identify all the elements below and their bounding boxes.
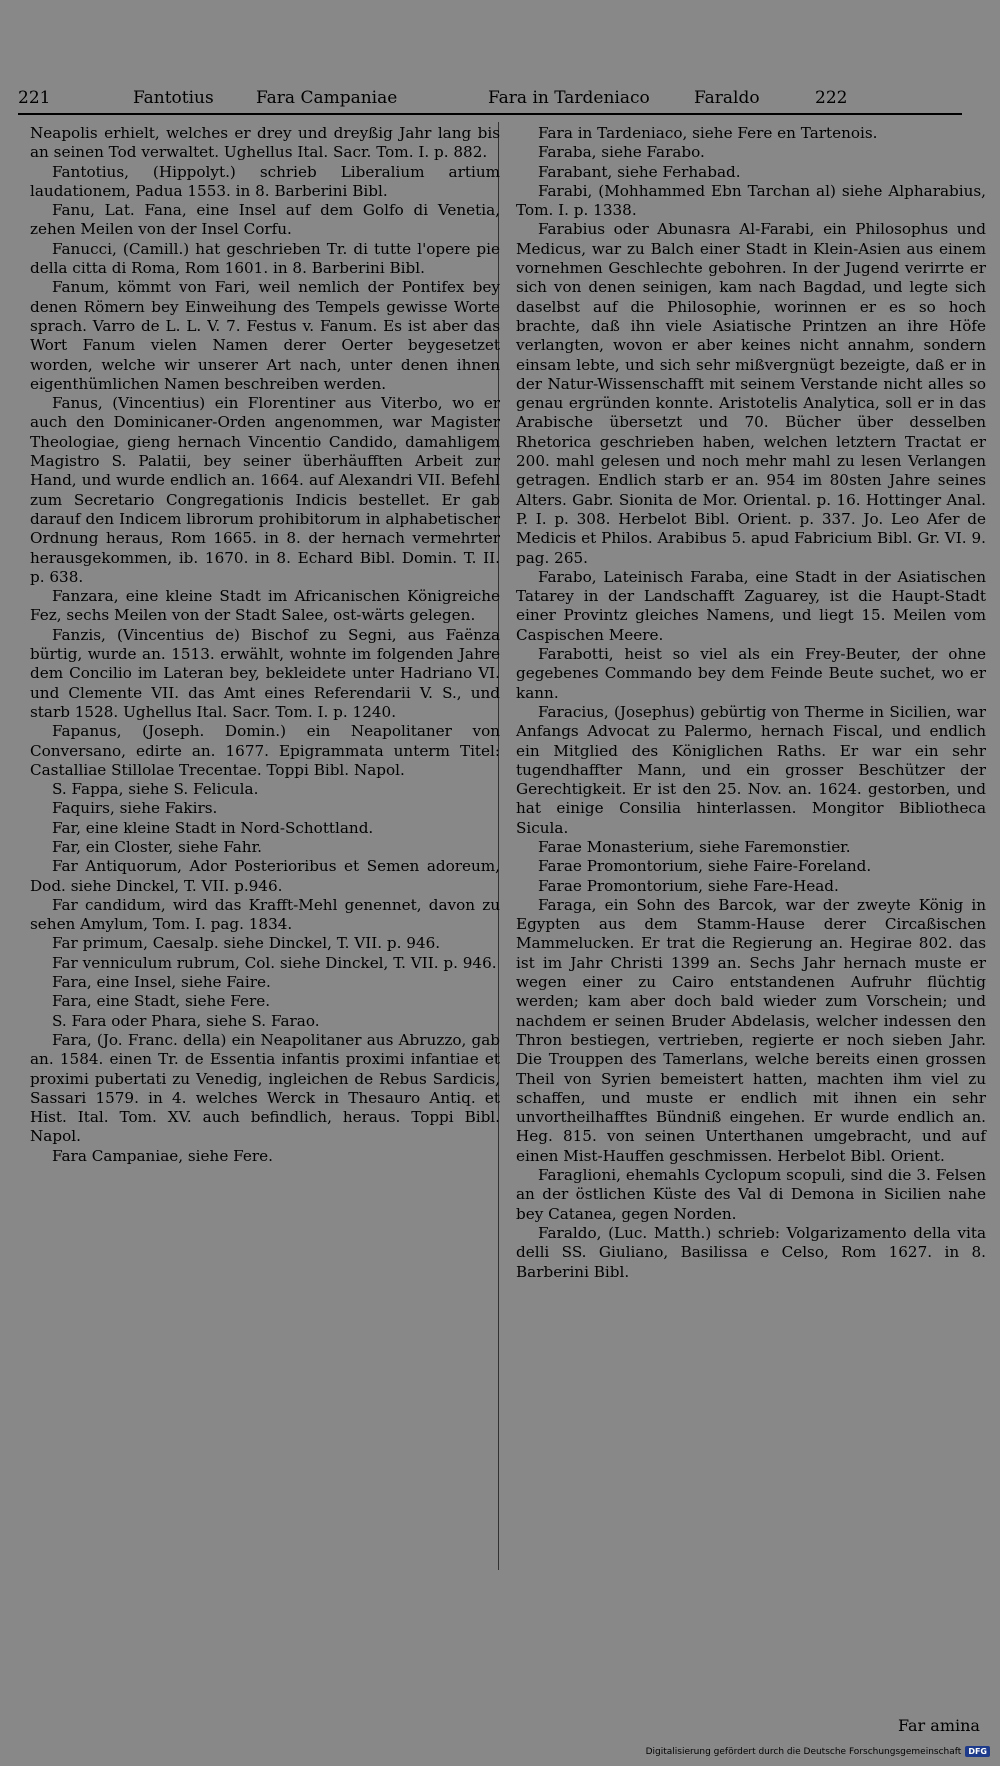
header-right-entry-2: Faraldo	[694, 88, 760, 108]
entry: Farabi, (Mohhammed Ebn Tarchan al) siehe Alpharabius, Tom. I. p. 1338.	[516, 181, 986, 220]
entry: Fapanus, (Joseph. Domin.) ein Neapolitaner von Conversano, edirte an. 1677. Epigrammata unterm Titel: Castalliae Stillolae Trecentae. Toppi Bibl. Napol.	[30, 722, 500, 779]
page-number-left: 221	[18, 88, 51, 108]
entry: Neapolis erhielt, welches er drey und dreyßig Jahr lang bis an seinen Tod verwaltet. Ughellus Ital. Sacr. Tom. I. p. 882.	[30, 124, 500, 162]
entry: Far candidum, wird das Krafft-Mehl genennet, davon zu sehen Amylum, Tom. I. pag. 1834.	[30, 895, 500, 934]
entry: Farae Monasterium, siehe Faremonstier.	[538, 837, 851, 856]
footer-text: Digitalisierung gefördert durch die Deutsche Forschungsgemeinschaft	[645, 1746, 962, 1757]
entry: Faraglioni, ehemahls Cyclopum scopuli, sind die 3. Felsen an der östlichen Küste des Val di Demona in Sicilien nahe bey Catanea, gegen Norden.	[516, 1166, 986, 1223]
entry: Farabotti, heist so viel als ein Frey-Beuter, der ohne gegebenes Commando bey dem Feinde Beute suchet, wo er kann.	[516, 645, 986, 702]
entry: Fanzis, (Vincentius de) Bischof zu Segni, aus Faënza bürtig, wurde an. 1513. erwählt, wohnte im folgenden Jahre dem Concilio im Lateran bey, bekleidete unter Hadriano VI. und Clemente VII. das Amt eines Referendarii V. S., und starb 1528. Ughellus Ital. Sacr. Tom. I. p. 1240.	[30, 625, 500, 721]
header-left-entry-1: Fantotius	[133, 88, 214, 108]
right-column	[516, 124, 986, 1282]
entry: Faraldo, (Luc. Matth.) schrieb: Volgarizamento della vita delli SS. Giuliano, Basilissa e Celso, Rom 1627. in 8. Barberini Bibl.	[516, 1223, 986, 1281]
entry: Fanus, (Vincentius) ein Florentiner aus Viterbo, wo er auch den Dominicaner-Orden angenommen, war Magister Theologiae, gieng hernach Vincentio Candido, damahligem Magistro S. Palatii, bey seiner überhäufften Arbeit zur Hand, und wurde endlich an. 1664. auf Alexandri VII. Befehl zum Secretario Congregationis Indicis bestellet. Er gab darauf den Indicem librorum prohibitorum in alphabetischer Ordnung heraus, Rom 1665. in 8. der hernach vermehrter herausgekommen, ib. 1670. in 8. Echard Bibl. Domin. T. II. p. 638.	[30, 394, 500, 586]
entry: Farabo, Lateinisch Faraba, eine Stadt in der Asiatischen Tatarey in der Landschafft Zaguarey, ist die Haupt-Stadt einer Provintz gleiches Namens, und liegt 15. Meilen vom Caspischen Meere.	[516, 567, 986, 644]
left-column	[30, 124, 500, 1166]
header-left-entry-2: Fara Campaniae	[256, 88, 398, 108]
entry: Fantotius, (Hippolyt.) schrieb Liberalium artium laudationem, Padua 1553. in 8. Barberini Bibl.	[30, 162, 500, 200]
entry: Faquirs, siehe Fakirs.	[52, 799, 218, 818]
dfg-logo-icon: DFG	[965, 1746, 990, 1757]
entry: Far, ein Closter, siehe Fahr.	[52, 837, 263, 856]
entry: Far Antiquorum, Ador Posterioribus et Semen adoreum, Dod. siehe Dinckel, T. VII. p.946.	[30, 857, 500, 895]
catchword: Far amina	[898, 1716, 980, 1735]
entry: S. Fara oder Phara, siehe S. Farao.	[52, 1011, 320, 1030]
entry: Faraga, ein Sohn des Barcok, war der zweyte König in Egypten aus dem Stamm-Hause derer Circaßischen Mammelucken. Er trat die Regierung an. Hegirae 802. das ist im Jahr Christi 1399 an. Sechs Jahr hernach muste er wegen einer zu Cairo entstandenen Aufruhr flüchtig werden; kam aber doch bald wieder zum Vorschein; und nachdem er seinen Bruder Abdelasis, welcher indessen den Thron bestiegen, vertrieben, regierte er noch sieben Jahr. Die Trouppen des Tamerlans, welche bereits einen grossen Theil von Syrien bemeistert hatten, machten ihm viel zu schaffen, und muste er endlich mit ihnen ein sehr unvortheilhafftes Bündniß eingehen. Er wurde endlich an. Heg. 815. von seinen Unterthanen umgebracht, und auf einen Mist-Hauffen geschmissen. Herbelot Bibl. Orient.	[516, 895, 986, 1165]
entry: Fanum, kömmt von Fari, weil nemlich der Pontifex bey denen Römern bey Einweihung des Tempels gewisse Worte sprach. Varro de L. L. V. 7. Festus v. Fanum. Es ist aber das Wort Fanum vielen Namen derer Oerter beygesetzet worden, welche wir unserer Art nach, unter denen ihnen eigenthümlichen Namen beschreiben werden.	[30, 278, 500, 393]
entry: Farae Promontorium, siehe Fare-Head.	[538, 876, 839, 895]
entry: Fara, eine Insel, siehe Faire.	[52, 973, 271, 992]
entry: S. Fappa, siehe S. Felicula.	[52, 780, 259, 799]
entry: Farabant, siehe Ferhabad.	[538, 162, 741, 181]
entry: Fara in Tardeniaco, siehe Fere en Tartenois.	[538, 124, 878, 142]
entry: Far, eine kleine Stadt in Nord-Schottland.	[52, 818, 374, 837]
entry: Fara, (Jo. Franc. della) ein Neapolitaner aus Abruzzo, gab an. 1584. einen Tr. de Essentia infantis proximi infantiae et proximi pubertati zu Venedig, ingleichen de Rebus Sardicis, Sassari 1579. in 4. welches Werck in Thesauro Antiq. et Hist. Ital. Tom. XV. auch befindlich, heraus. Toppi Bibl. Napol.	[30, 1030, 500, 1146]
entry: Fanzara, eine kleine Stadt im Africanischen Königreiche Fez, sechs Meilen von der Stadt Salee, ost-wärts gelegen.	[30, 587, 500, 625]
header-right-entry-1: Fara in Tardeniaco	[488, 88, 650, 108]
entry: Far primum, Caesalp. siehe Dinckel, T. VII. p. 946.	[52, 934, 441, 953]
entry: Fara Campaniae, siehe Fere.	[52, 1146, 273, 1165]
entry: Fanucci, (Camill.) hat geschrieben Tr. di tutte l'opere pie della citta di Roma, Rom 1601. in 8. Barberini Bibl.	[30, 239, 500, 278]
entry: Farabius oder Abunasra Al-Farabi, ein Philosophus und Medicus, war zu Balch einer Stadt in Klein-Asien aus einem vornehmen Geschlechte gebohren. In der Jugend verirrte er sich von denen seinigen, kam nach Bagdad, und legte sich daselbst auf die Philosophie, worinnen er es so hoch brachte, daß ihn viele Asiatische Printzen an ihre Höfe verlangten, wovon er aber keines nicht annahm, sondern einsam lebte, und sich sehr mißvergnügt bezeigte, daß er in der Natur-Wissenschafft mit seinem Verstande nicht alles so genau ergründen konnte. Aristotelis Analytica, soll er in das Arabische übersetzt und 70. Bücher über desselben Rhetorica geschrieben haben, welchen letztern Tractat er 200. mahl gelesen und noch mehr mahl zu lesen Verlangen getragen. Endlich starb er an. 954 im 80sten Jahre seines Alters. Gabr. Sionita de Mor. Oriental. p. 16. Hottinger Anal. P. I. p. 308. Herbelot Bibl. Orient. p. 337. Jo. Leo Afer de Medicis et Philos. Arabibus 5. apud Fabricium Bibl. Gr. VI. 9. pag. 265.	[516, 220, 986, 567]
entry: Faraba, siehe Farabo.	[538, 143, 705, 162]
header-rule	[18, 113, 962, 115]
page-number-right: 222	[815, 88, 848, 108]
entry: Fara, eine Stadt, siehe Fere.	[52, 992, 271, 1011]
entry: Far venniculum rubrum, Col. siehe Dinckel, T. VII. p. 946.	[52, 953, 497, 972]
running-header	[18, 84, 962, 114]
entry: Farae Promontorium, siehe Faire-Foreland.	[538, 857, 872, 876]
footer	[646, 1746, 990, 1757]
entry: Fanu, Lat. Fana, eine Insel auf dem Golfo di Venetia, zehen Meilen von der Insel Corfu.	[30, 201, 500, 239]
entry: Faracius, (Josephus) gebürtig von Therme in Sicilien, war Anfangs Advocat zu Palermo, hernach Fiscal, und endlich ein Mitglied des Königlichen Raths. Er war ein sehr tugendhaffter Mann, und ein grosser Beschützer der Gerechtigkeit. Er ist den 25. Nov. an. 1624. gestorben, und hat einige Consilia hinterlassen. Mongitor Bibliotheca Sicula.	[516, 702, 986, 837]
